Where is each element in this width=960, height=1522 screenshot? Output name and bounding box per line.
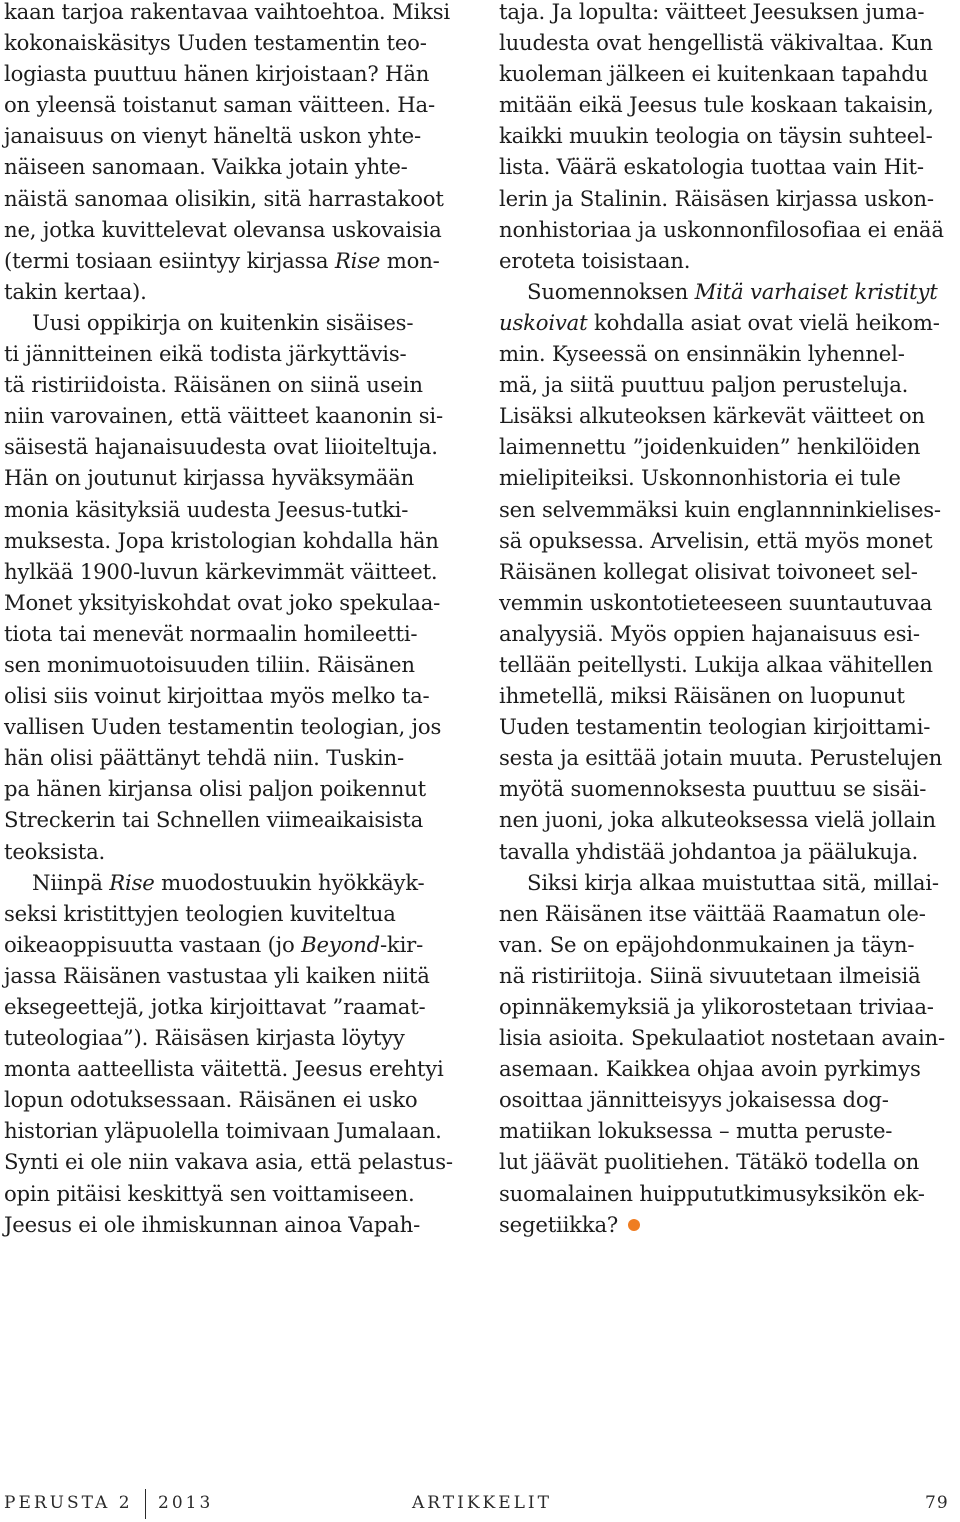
- text-line: [4, 929, 466, 960]
- text-line: vallisen Uuden testamentin teologian, jos: [4, 714, 442, 740]
- text-line: nonhistoriaa ja uskonnonfilosofiaa ei enää: [499, 216, 944, 242]
- text-line: lista. Väärä eskatologia tuottaa vain Hit-: [499, 154, 924, 180]
- text-line: Räisänen kollegat olisivat toivoneet sel-: [499, 558, 918, 584]
- text-line: taja. Ja lopulta: väitteet Jeesuksen juma-: [499, 0, 925, 24]
- italic-title: Rise: [334, 247, 381, 273]
- right-column: [499, 0, 960, 1240]
- text-line: min. Kyseessä on ensinnäkin lyhennel-: [499, 341, 905, 367]
- text-line: ne, jotka kuvittelevat olevansa uskovaisia: [4, 216, 442, 242]
- text-line: [4, 245, 466, 276]
- text-line: tä ristiriidoista. Räisänen on siinä usein: [4, 372, 423, 398]
- text-segment: Niinpä: [32, 869, 110, 895]
- text-line: sen selvemmäksi kuin englannninkielises-: [499, 496, 941, 522]
- text-line: nä ristiriitoja. Siinä sivuutetaan ilmeisiä: [499, 962, 921, 988]
- text-line: laimennettu ”joidenkuiden” henkilöiden: [499, 434, 921, 460]
- italic-title: uskoivat: [499, 309, 588, 335]
- text-line: mä, ja siitä puuttuu paljon perusteluja.: [499, 372, 909, 398]
- text-line: jassa Räisänen vastustaa yli kaiken niitä: [4, 962, 430, 988]
- text-line: Siksi kirja alkaa muistuttaa sitä, millai-: [527, 869, 939, 895]
- text-line: asemaan. Kaikkea ohjaa avoin pyrkimys: [499, 1056, 921, 1082]
- text-line: näiseen sanomaan. Vaikka jotain yhte-: [4, 154, 408, 180]
- text-line: vemmin uskontotieteeseen suuntautuvaa: [499, 589, 933, 615]
- text-line: mitään eikä Jeesus tule koskaan takaisin,: [499, 92, 934, 118]
- italic-title: Rise: [109, 869, 155, 895]
- text-line: historian yläpuolella toimivaan Jumalaan.: [4, 1118, 442, 1144]
- text-line: segetiikka?: [499, 1209, 960, 1240]
- text-segment: mon-: [380, 247, 440, 273]
- text-line: eroteta toisistaan.: [499, 247, 691, 273]
- text-line: kaan tarjoa rakentavaa vaihtoehtoa. Miksi: [4, 0, 450, 24]
- text-line: sesta ja esittää jotain muuta. Perustelujen: [499, 745, 943, 771]
- text-line: kokonaiskäsitys Uuden testamentin teo-: [4, 30, 427, 56]
- text-line: tiota tai menevät normaalin homileetti-: [4, 620, 418, 646]
- text-line: kaikki muukin teologia on täysin suhteel-: [499, 123, 933, 149]
- text-line: muksesta. Jopa kristologian kohdalla hän: [4, 527, 439, 553]
- text-line: teoksista.: [4, 838, 106, 864]
- text-line: kuoleman jälkeen ei kuitenkaan tapahdu: [499, 61, 929, 87]
- text-line: Jeesus ei ole ihmiskunnan ainoa Vapah-: [4, 1211, 421, 1237]
- issue-year: 2013: [158, 1493, 214, 1513]
- text-segment: Suomennoksen: [527, 278, 695, 304]
- text-line: nen juoni, joka alkuteoksessa vielä jollain: [499, 807, 936, 833]
- text-line: analyysiä. Myös oppien hajanaisuus esi-: [499, 620, 920, 646]
- text-line: sen monimuotoisuuden tiliin. Räisänen: [4, 651, 415, 677]
- text-line: seksi kristittyjen teologien kuviteltua: [4, 900, 396, 926]
- text-line: hän olisi päättänyt tehdä niin. Tuskin-: [4, 745, 404, 771]
- text-line: [4, 867, 466, 898]
- text-line: monta aatteellista väitettä. Jeesus erehtyi: [4, 1056, 444, 1082]
- text-line: tavalla yhdistää johdantoa ja päälukuja.: [499, 838, 919, 864]
- text-line: matiikan lokuksessa – mutta peruste-: [499, 1118, 893, 1144]
- text-line: opin pitäisi keskittyä sen voittamiseen.: [4, 1180, 415, 1206]
- journal-name: PERUSTA 2: [4, 1493, 133, 1513]
- text-line: takin kertaa).: [4, 278, 147, 304]
- text-line: lut jäävät puolitiehen. Tätäkö todella on: [499, 1149, 920, 1175]
- text-line: ti jännitteinen eikä todista järkyttävis-: [4, 341, 407, 367]
- text-line: sä opuksessa. Arvelisin, että myös monet: [499, 527, 933, 553]
- text-line: lopun odotuksessaan. Räisänen ei usko: [4, 1087, 418, 1113]
- text-line: tellään peitellysti. Lukija alkaa vähitellen: [499, 651, 933, 677]
- text-line: säisestä hajanaisuudesta ovat liioiteltuja.: [4, 434, 438, 460]
- text-line: myötä suomennoksesta puuttuu se sisäi-: [499, 776, 927, 802]
- left-column: [4, 0, 466, 1240]
- text-line: Uusi oppikirja on kuitenkin sisäises-: [32, 309, 414, 335]
- text-line: osoittaa jännitteisyys jokaisessa dog-: [499, 1087, 889, 1113]
- text-segment: kohdalla asiat ovat vielä heikom-: [587, 309, 940, 335]
- text-line: monia käsityksiä uudesta Jeesus-tutki-: [4, 496, 409, 522]
- text-line: Lisäksi alkuteoksen kärkevät väitteet on: [499, 403, 925, 429]
- text-line: lerin ja Stalinin. Räisäsen kirjassa uskon-: [499, 185, 934, 211]
- text-line: luudesta ovat hengellistä väkivaltaa. Kun: [499, 30, 933, 56]
- text-line: [499, 276, 960, 307]
- footer-separator: [145, 1489, 146, 1519]
- text-line: mielipiteiksi. Uskonnonhistoria ei tule: [499, 465, 901, 491]
- text-line: olisi siis voinut kirjoittaa myös melko ta-: [4, 683, 430, 709]
- text-line: niin varovainen, että väitteet kaanonin si-: [4, 403, 443, 429]
- text-segment: muodostuukin hyökkäyk-: [154, 869, 425, 895]
- text-line: eksegeettejä, jotka kirjoittavat ”raamat-: [4, 994, 426, 1019]
- text-line: suomalainen huippututkimusyksikön ek-: [499, 1180, 925, 1206]
- page-number: 79: [925, 1493, 949, 1513]
- text-line: [499, 307, 960, 338]
- end-of-article-dot-icon: [628, 1219, 640, 1231]
- text-segment: -kir-: [379, 931, 424, 957]
- italic-title: Mitä varhaiset kristityt: [694, 278, 938, 304]
- section-name: ARTIKKELIT: [412, 1493, 552, 1513]
- text-segment: oikeaoppisuutta vastaan (jo: [4, 931, 302, 957]
- text-line: Monet yksityiskohdat ovat joko spekulaa-: [4, 589, 441, 615]
- text-line: nen Räisänen itse väittää Raamatun ole-: [499, 900, 926, 926]
- text-line: on yleensä toistanut saman väitteen. Ha-: [4, 92, 435, 118]
- text-line: ihmetellä, miksi Räisänen on luopunut: [499, 683, 905, 709]
- text-line: lisia asioita. Spekulaatiot nostetaan avain-: [499, 1025, 945, 1051]
- text-line: Streckerin tai Schnellen viimeaikaisista: [4, 807, 424, 833]
- text-segment: (termi tosiaan esiintyy kirjassa: [4, 247, 335, 273]
- text-line: Synti ei ole niin vakava asia, että pelastus-: [4, 1149, 453, 1175]
- text-line: Uuden testamentin teologian kirjoittami-: [499, 714, 931, 740]
- text-line: pa hänen kirjansa olisi paljon poikennut: [4, 776, 426, 802]
- text-line: janaisuus on vienyt häneltä uskon yhte-: [4, 123, 421, 149]
- text-line: van. Se on epäjohdonmukainen ja täyn-: [499, 931, 915, 957]
- text-line: Hän on joutunut kirjassa hyväksymään: [4, 465, 415, 491]
- text-line: näistä sanomaa olisikin, sitä harrastakoot: [4, 185, 444, 211]
- text-line: opinnäkemyksiä ja ylikorostetaan triviaa-: [499, 994, 934, 1019]
- page-footer: [0, 1493, 960, 1521]
- text-line: tuteologiaa”). Räisäsen kirjasta löytyy: [4, 1025, 405, 1051]
- text-line: logiasta puuttuu hänen kirjoistaan? Hän: [4, 61, 430, 87]
- text-line: hylkää 1900-luvun kärkevimmät väitteet.: [4, 558, 438, 584]
- italic-title: Beyond: [301, 931, 380, 957]
